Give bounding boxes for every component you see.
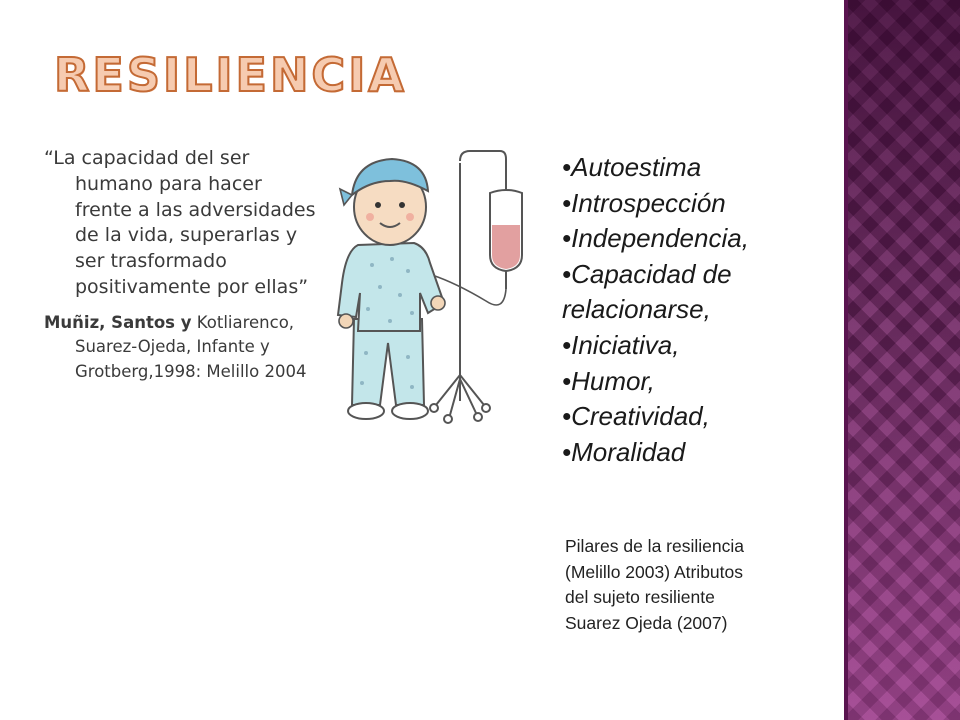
pillar-item: •Moralidad [562, 436, 686, 467]
decorative-side-band [848, 0, 960, 720]
child-figure [338, 159, 445, 419]
pillar-item: •Autoestima [562, 152, 702, 182]
citation-authors: Kotliarenco, Suarez-Ojeda, Infante y Grotberg,1998: Melillo 2004 [75, 312, 307, 381]
definition-quote: “La capacidad del ser humano para hacer frente a las adversidades de la vida, superarlas y ser trasformado positivamente por ellas” [44, 147, 316, 298]
sources-line: (Melillo 2003) Atributos [565, 561, 743, 582]
sources-line: Suarez Ojeda (2007) [565, 612, 728, 633]
sources-note [565, 534, 835, 636]
citation-authors-bold: Muñiz, Santos y [44, 312, 192, 332]
sources-line: del sujeto resiliente [565, 587, 715, 608]
resilience-pillars-list [562, 150, 832, 470]
pillar-item: •Capacidad de relacionarse, [562, 258, 732, 325]
quote-block [44, 146, 316, 384]
iv-bag [432, 190, 522, 305]
pillar-item: •Iniciativa, [562, 329, 680, 360]
slide-title: RESILIENCIA [54, 48, 407, 102]
pillar-item: •Humor, [562, 365, 655, 396]
sources-line: Pilares de la resiliencia [565, 536, 744, 556]
citation [44, 311, 316, 385]
child-with-iv-drip-illustration [336, 143, 540, 445]
pillar-item: •Creatividad, [562, 401, 710, 432]
pillar-item: •Introspección [562, 187, 726, 218]
pillar-item: •Independencia, [562, 223, 749, 254]
